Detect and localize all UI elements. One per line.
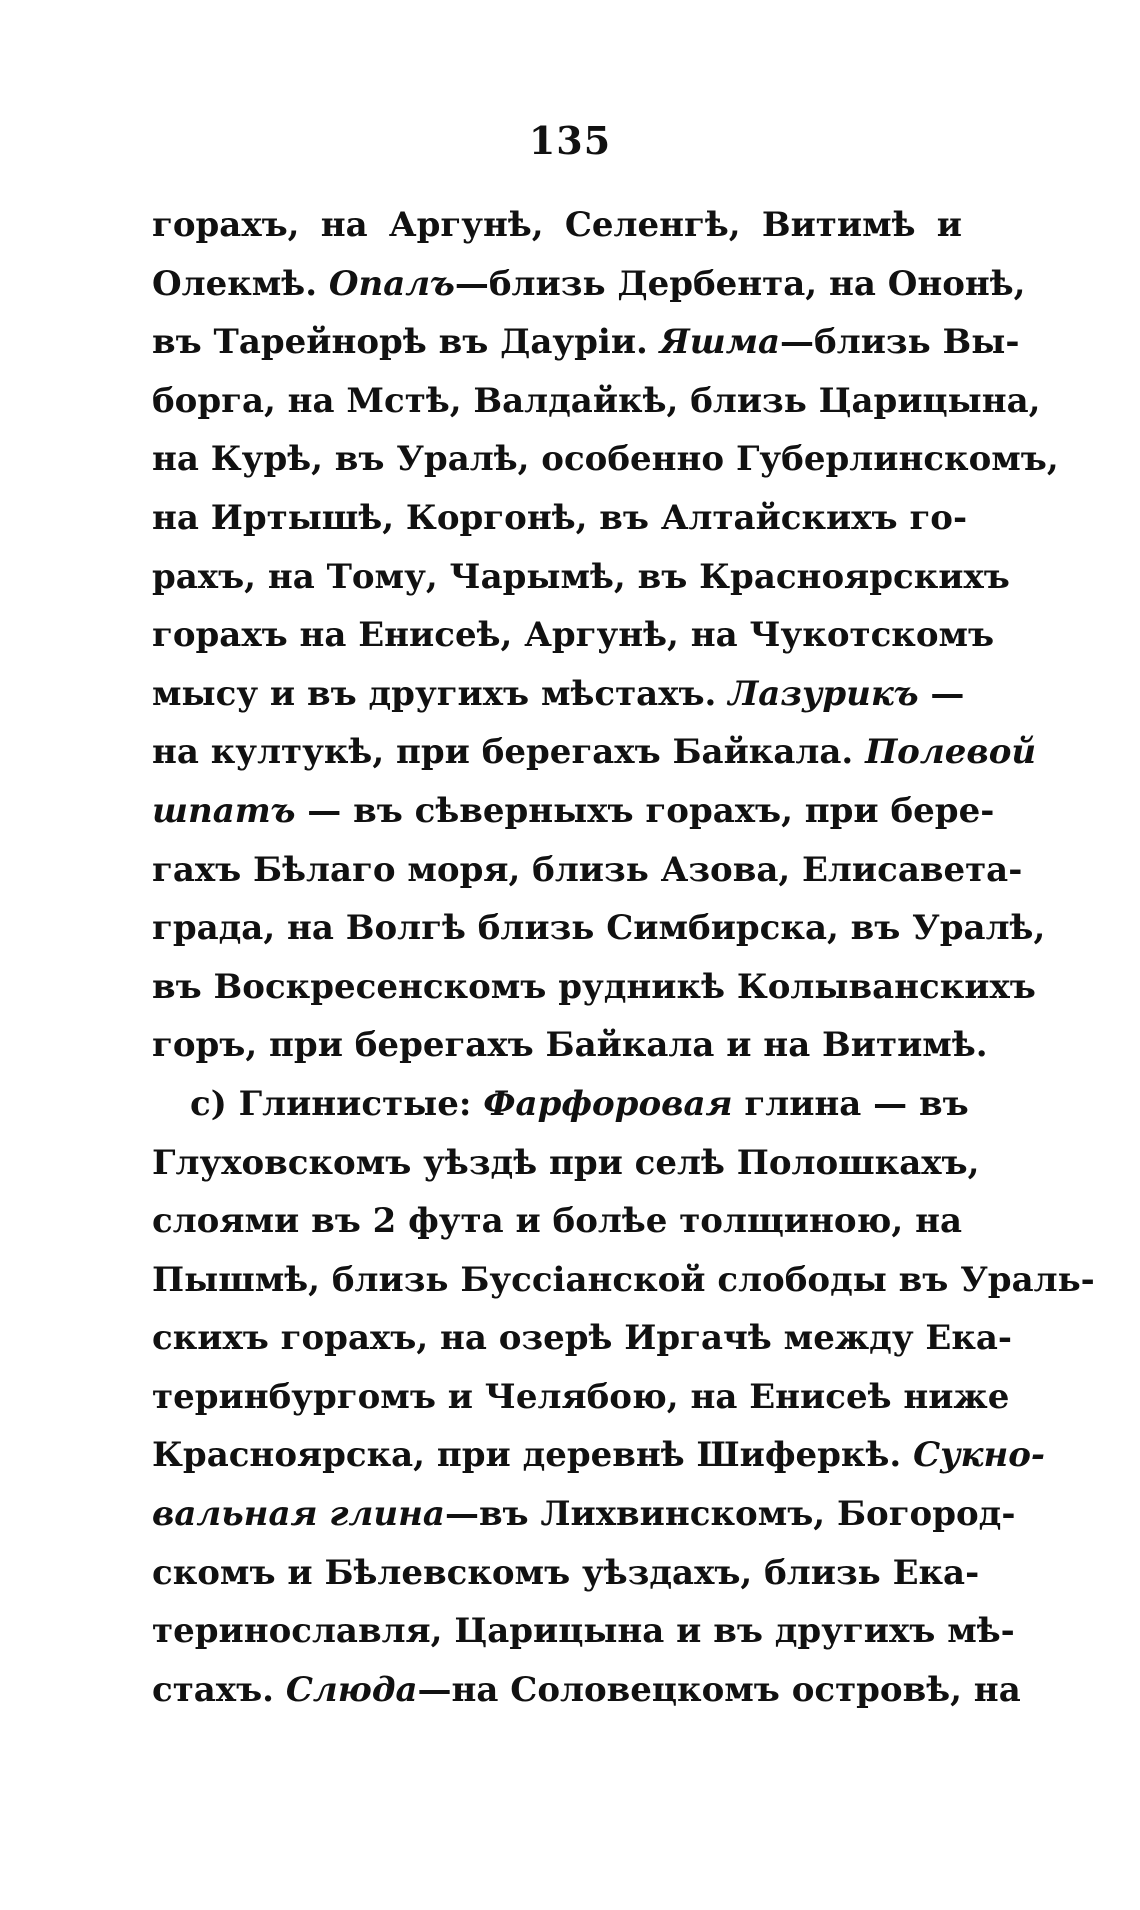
- text-line: [152, 372, 1041, 431]
- text-segment: Красноярска, при деревнѣ Шиферкѣ.: [152, 1435, 914, 1476]
- text-segment: на култукѣ, при берегахъ Байкала.: [152, 732, 866, 773]
- text-segment: на Иртышѣ, Коргонѣ, въ Алтайскихъ го-: [152, 497, 968, 538]
- text-line: [152, 723, 1037, 782]
- text-segment: теринославля, Царицына и въ другихъ мѣ-: [152, 1611, 1015, 1652]
- text-segment: Олекмѣ.: [152, 263, 329, 304]
- text-line: [152, 1075, 969, 1134]
- text-segment: слоями въ 2 фута и болѣе толщиною, на: [152, 1201, 962, 1242]
- text-line: [152, 665, 965, 724]
- text-segment: — въ сѣверныхъ горахъ, при бере-: [295, 790, 995, 831]
- text-segment: скихъ горахъ, на озерѣ Иргачѣ между Ека-: [152, 1318, 1013, 1359]
- text-segment: —въ Лихвинскомъ, Богород-: [444, 1494, 1016, 1535]
- text-segment: борга, на Мстѣ, Валдайкѣ, близь Царицына,: [152, 380, 1041, 421]
- text-line: [152, 841, 1023, 900]
- text-line: [152, 1544, 980, 1603]
- mineral-term: Яшма: [659, 322, 781, 363]
- text-segment: горахъ, на Аргунѣ, Селенгѣ, Витимѣ и: [152, 205, 962, 245]
- body-text: [152, 196, 1095, 1719]
- text-segment: на Курѣ, въ Уралѣ, особенно Губерлинскомъ,: [152, 439, 1059, 480]
- text-segment: c) Глинистые:: [190, 1083, 484, 1124]
- text-line: [152, 430, 1059, 489]
- text-segment: —на Соловецкомъ островѣ, на: [417, 1669, 1021, 1710]
- text-line: [152, 1016, 988, 1075]
- mineral-term: вальная глина: [152, 1494, 445, 1535]
- text-line: [152, 196, 962, 255]
- text-segment: —близь Вы-: [780, 322, 1020, 363]
- text-line: [152, 958, 1036, 1017]
- text-segment: скомъ и Бѣлевскомъ уѣздахъ, близь Ека-: [152, 1552, 980, 1593]
- text-segment: теринбургомъ и Челябою, на Енисеѣ ниже: [152, 1376, 1010, 1417]
- text-line: [152, 782, 995, 841]
- text-segment: мысу и въ другихъ мѣстахъ.: [152, 673, 729, 714]
- mineral-term: Слюда: [285, 1669, 418, 1710]
- text-segment: горахъ на Енисеѣ, Аргунѣ, на Чукотскомъ: [152, 615, 995, 656]
- text-line: [152, 1602, 1015, 1661]
- mineral-term: Лазурикъ: [728, 673, 919, 714]
- text-segment: глина — въ: [732, 1083, 969, 1124]
- text-segment: рахъ, на Тому, Чарымѣ, въ Красноярскихъ: [152, 556, 1010, 597]
- text-segment: Пышмѣ, близь Буссіанской слободы въ Ураль-: [152, 1259, 1095, 1300]
- text-segment: града, на Волгѣ близь Симбирска, въ Уралѣ,: [152, 908, 1046, 949]
- mineral-term: Опалъ: [328, 263, 455, 304]
- text-line: [152, 1192, 962, 1251]
- text-line: [152, 1426, 1046, 1485]
- text-segment: горъ, при берегахъ Байкала и на Витимѣ.: [152, 1025, 988, 1066]
- text-segment: Глуховскомъ уѣздѣ при селѣ Полошкахъ,: [152, 1142, 980, 1183]
- text-line: [152, 1309, 1013, 1368]
- text-line: [152, 1251, 1095, 1310]
- text-segment: въ Тарейнорѣ въ Дауріи.: [152, 322, 660, 363]
- text-line: [152, 1485, 1016, 1544]
- text-line: [152, 548, 1010, 607]
- text-line: [152, 606, 995, 665]
- mineral-term: шпатъ: [152, 790, 296, 831]
- text-line: [152, 899, 1046, 958]
- mineral-term: Сукно-: [913, 1435, 1046, 1476]
- mineral-term: Полевой: [865, 732, 1037, 773]
- text-line: [152, 1134, 980, 1193]
- text-segment: стахъ.: [152, 1669, 286, 1710]
- text-line: [152, 489, 968, 548]
- text-line: [152, 255, 1026, 314]
- text-segment: въ Воскресенскомъ рудникѣ Колыванскихъ: [152, 966, 1036, 1007]
- text-segment: —близь Дербента, на Ононѣ,: [454, 263, 1026, 304]
- text-segment: —: [918, 673, 965, 714]
- text-line: [152, 1368, 1010, 1427]
- text-line: [152, 313, 1020, 372]
- text-line: [152, 1661, 1021, 1720]
- page-number: 135: [528, 118, 612, 163]
- text-segment: гахъ Бѣлаго моря, близь Азова, Елисавета-: [152, 849, 1023, 890]
- mineral-term: Фарфоровая: [483, 1083, 733, 1124]
